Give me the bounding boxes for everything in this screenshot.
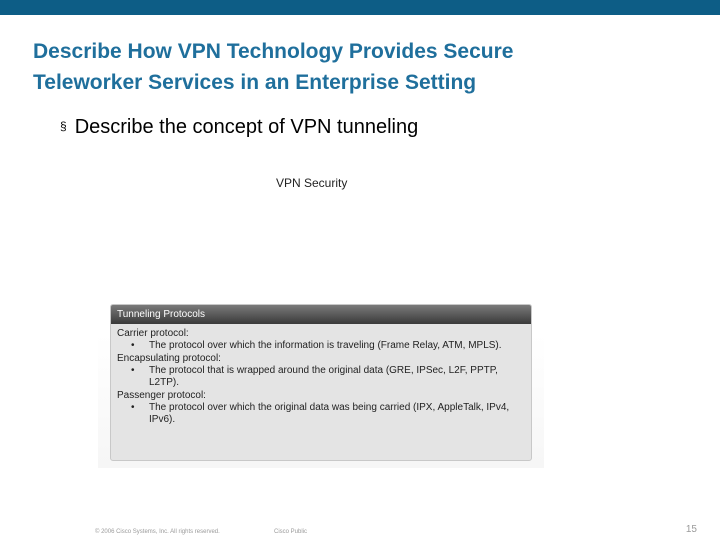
- bullet-point: [60, 116, 418, 139]
- encapsulating-protocol-text: The protocol that is wrapped around the original data (GRE, IPSec, L2F, PPTP, L2TP).: [149, 365, 498, 388]
- tunneling-protocols-panel: [110, 304, 532, 461]
- slide-title-line-2: Teleworker Services in an Enterprise Setting: [33, 71, 477, 94]
- carrier-protocol-item: [117, 340, 525, 352]
- encapsulating-protocol-heading: Encapsulating protocol:: [117, 353, 221, 364]
- passenger-protocol-item: [117, 402, 525, 426]
- figure-title: VPN Security: [276, 176, 348, 190]
- carrier-protocol-heading: Carrier protocol:: [117, 328, 189, 339]
- panel-header: Tunneling Protocols: [111, 305, 531, 324]
- carrier-protocol-text: The protocol over which the information is traveling (Frame Relay, ATM, MPLS).: [149, 340, 502, 351]
- slide-title-line-1: Describe How VPN Technology Provides Secure: [33, 40, 514, 63]
- top-accent-bar: [0, 0, 720, 15]
- footer-copyright: © 2006 Cisco Systems, Inc. All rights reserved.: [95, 529, 220, 535]
- bullet-marker-icon: §: [60, 119, 67, 133]
- encapsulating-protocol-item: [117, 365, 525, 389]
- panel-body: [111, 324, 531, 431]
- bullet-dot-icon: •: [131, 340, 135, 351]
- bullet-dot-icon: •: [131, 402, 135, 413]
- bullet-dot-icon: •: [131, 365, 135, 376]
- page-number: 15: [685, 524, 697, 535]
- footer-classification: Cisco Public: [274, 529, 308, 535]
- slide-title: [33, 36, 703, 98]
- passenger-protocol-text: The protocol over which the original data was being carried (IPX, AppleTalk, IPv4, IPv6).: [149, 402, 510, 425]
- bullet-text: Describe the concept of VPN tunneling: [74, 116, 419, 138]
- passenger-protocol-heading: Passenger protocol:: [117, 390, 206, 401]
